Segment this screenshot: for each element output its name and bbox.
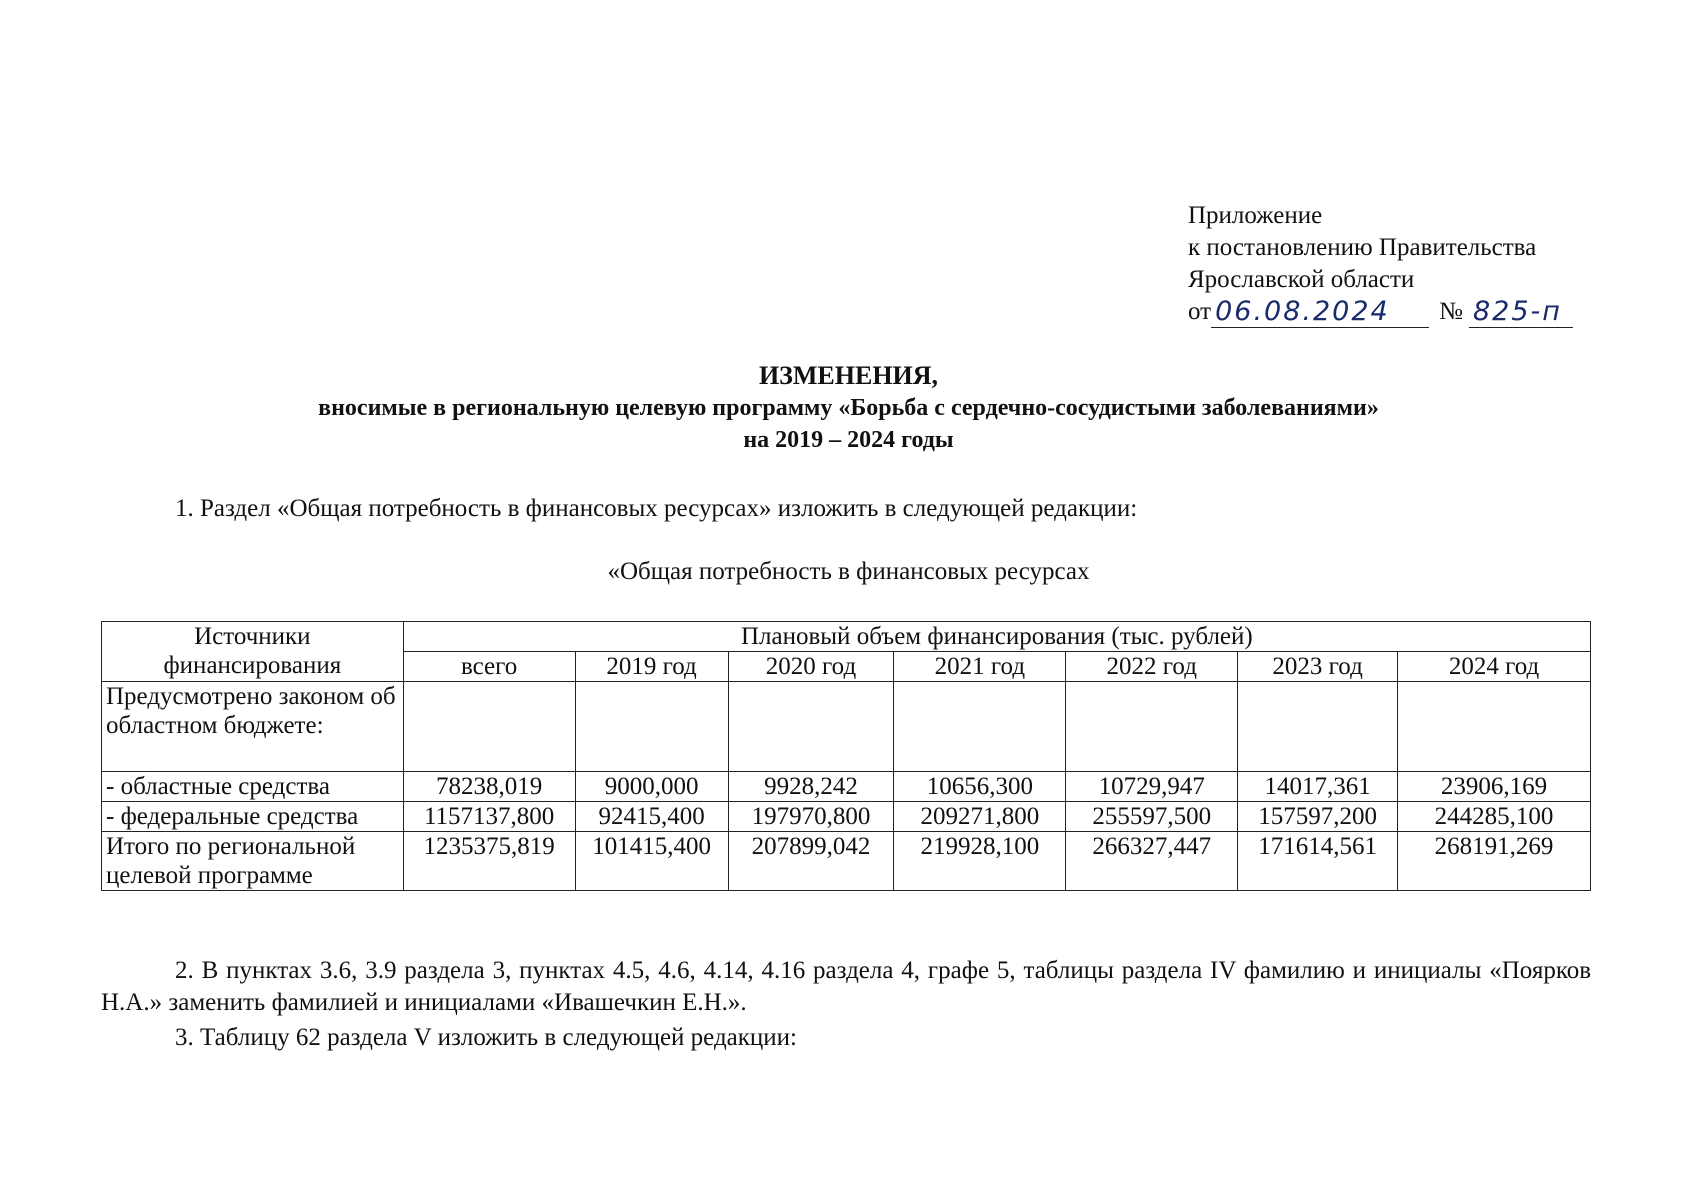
table-cell <box>728 682 894 772</box>
header-column: 2024 год <box>1398 652 1591 682</box>
table-cell: 101415,400 <box>575 832 728 891</box>
table-caption: «Общая потребность в финансовых ресурсах <box>607 558 1090 585</box>
table-cell: 255597,500 <box>1066 802 1238 832</box>
header-column: всего <box>403 652 575 682</box>
date-prefix: от <box>1188 298 1212 325</box>
table-cell <box>575 682 728 772</box>
row-label: - областные средства <box>102 772 404 802</box>
appendix-region-line: Ярославской области <box>1188 266 1415 293</box>
header-column: 2023 год <box>1238 652 1398 682</box>
table-row <box>102 772 1591 802</box>
appendix-resolution-line: к постановлению Правительства <box>1188 234 1537 261</box>
table-cell: 171614,561 <box>1238 832 1398 891</box>
header-sources: Источники финансирования <box>102 622 404 682</box>
table-cell: 9000,000 <box>575 772 728 802</box>
table-cell: 197970,800 <box>728 802 894 832</box>
paragraph-2: 2. В пунктах 3.6, 3.9 раздела 3, пунктах 4.5, 4.6, 4.14, 4.16 раздела 4, графе 5, таблицы раздела IV фамилию и инициалы «Поярков Н.А.» заменить фамилией и инициалами «Ивашечкин Е.Н.». <box>101 957 1591 1016</box>
table-cell: 268191,269 <box>1398 832 1591 891</box>
table-row <box>102 802 1591 832</box>
table-cell <box>1066 682 1238 772</box>
table-cell: 23906,169 <box>1398 772 1591 802</box>
table-cell: 209271,800 <box>894 802 1066 832</box>
paragraph-3: 3. Таблицу 62 раздела V изложить в следующей редакции: <box>175 1024 797 1051</box>
table-cell: 157597,200 <box>1238 802 1398 832</box>
table-header-row-1 <box>102 622 1591 652</box>
table-cell: 1235375,819 <box>403 832 575 891</box>
number-sign: № <box>1439 298 1463 325</box>
table-cell: 219928,100 <box>894 832 1066 891</box>
table-cell <box>1238 682 1398 772</box>
appendix-title: Приложение <box>1188 202 1323 229</box>
table-cell: 78238,019 <box>403 772 575 802</box>
row-label: Итого по региональной целевой программе <box>102 832 404 891</box>
financing-table <box>101 621 1591 891</box>
appendix-block <box>1188 200 1573 328</box>
handwritten-date: 06.08.2024 <box>1211 297 1429 328</box>
title-line-1: ИЗМЕНЕНИЯ, <box>758 361 939 390</box>
handwritten-number: 825-п <box>1469 297 1573 328</box>
table-cell: 10729,947 <box>1066 772 1238 802</box>
table-row <box>102 682 1591 772</box>
table-cell: 266327,447 <box>1066 832 1238 891</box>
title-line-3: на 2019 – 2024 годы <box>743 427 954 453</box>
table-cell: 244285,100 <box>1398 802 1591 832</box>
document-title <box>0 360 1697 456</box>
table-cell: 92415,400 <box>575 802 728 832</box>
table-cell <box>403 682 575 772</box>
header-column: 2022 год <box>1066 652 1238 682</box>
appendix-date-number-line <box>1188 296 1573 328</box>
row-label: - федеральные средства <box>102 802 404 832</box>
header-column: 2019 год <box>575 652 728 682</box>
title-line-2: вносимые в региональную целевую программу «Борьба с сердечно-сосудистыми заболеваниями» <box>318 395 1379 421</box>
table-row <box>102 832 1591 891</box>
row-label: Предусмотрено законом об областном бюджете: <box>102 682 404 772</box>
table-body <box>102 682 1591 891</box>
header-plan-volume: Плановый объем финансирования (тыс. рублей) <box>403 622 1590 652</box>
table-cell: 1157137,800 <box>403 802 575 832</box>
table-cell: 14017,361 <box>1238 772 1398 802</box>
header-column: 2021 год <box>894 652 1066 682</box>
table-cell <box>1398 682 1591 772</box>
table-cell: 10656,300 <box>894 772 1066 802</box>
table-cell <box>894 682 1066 772</box>
table-cell: 9928,242 <box>728 772 894 802</box>
header-column: 2020 год <box>728 652 894 682</box>
paragraph-1: 1. Раздел «Общая потребность в финансовых ресурсах» изложить в следующей редакции: <box>175 495 1138 522</box>
table-cell: 207899,042 <box>728 832 894 891</box>
